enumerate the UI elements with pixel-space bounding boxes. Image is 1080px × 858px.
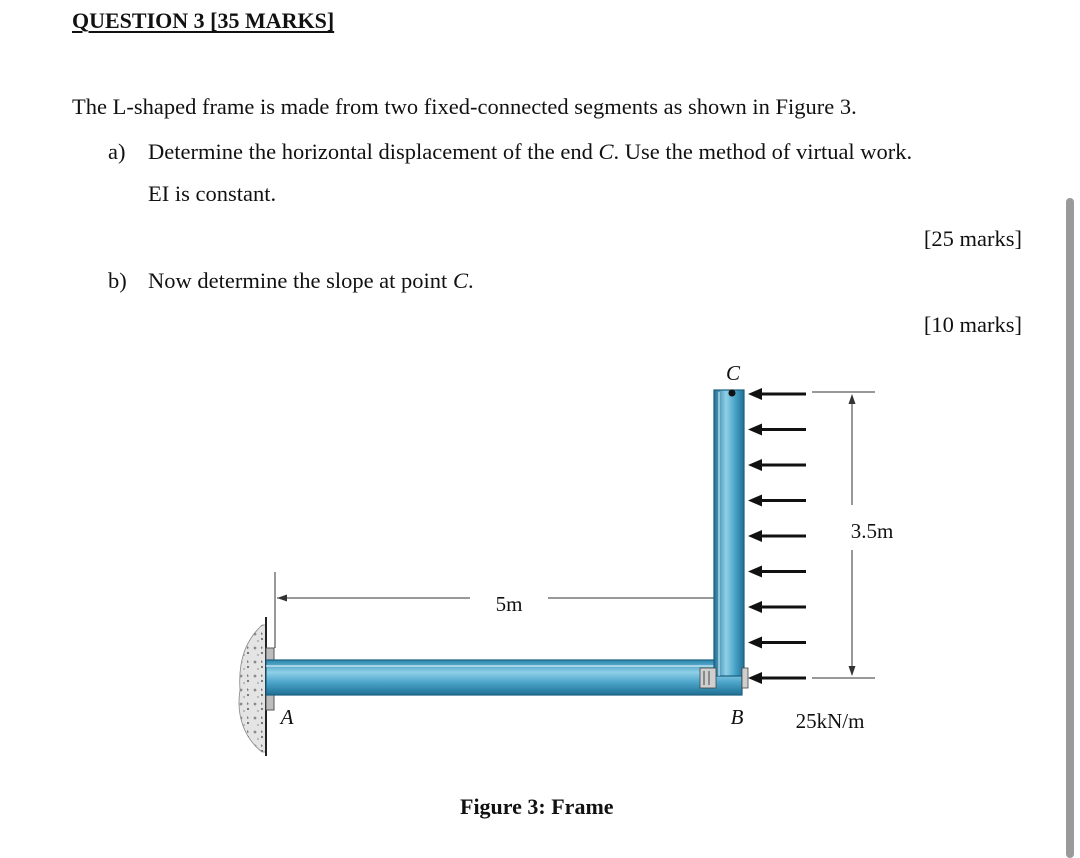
load-arrow: [748, 459, 806, 471]
point-c-marker: [729, 390, 736, 397]
load-label: 25kN/m: [795, 709, 865, 733]
part-a-text-line2: EI is constant.: [148, 181, 277, 206]
part-b-label: b): [108, 268, 127, 293]
figure-caption: Figure 3: Frame: [460, 794, 614, 819]
part-b-text-pre: Now determine the slope at point: [148, 268, 453, 293]
load-arrow: [748, 601, 806, 613]
load-arrow: [748, 637, 806, 649]
load-arrow: [748, 530, 806, 542]
load-arrow: [748, 388, 806, 400]
part-a-text-pre: Determine the horizontal displacement of the end: [148, 139, 599, 164]
part-a-text-post: . Use the method of virtual work.: [613, 139, 913, 164]
dim-5m-label: 5m: [495, 592, 523, 616]
vertical-member: [714, 390, 744, 676]
part-b-point: C: [452, 268, 468, 293]
label-c: C: [725, 361, 741, 385]
distributed-load: [748, 388, 806, 684]
vertical-scrollbar[interactable]: [1066, 198, 1074, 858]
load-arrow: [748, 495, 806, 507]
part-a-marks: [25 marks]: [923, 226, 1022, 251]
part-a-label: a): [108, 139, 126, 164]
question-intro: The L-shaped frame is made from two fixed-connected segments as shown in Figure 3.: [72, 94, 857, 119]
question-title: QUESTION 3 [35 MARKS]: [72, 8, 335, 33]
part-a-point: C: [598, 139, 614, 164]
load-arrow: [748, 672, 806, 684]
label-a: A: [280, 705, 294, 729]
horizontal-member: [266, 660, 742, 695]
label-b: B: [730, 705, 744, 729]
part-b-marks: [10 marks]: [923, 312, 1022, 337]
load-arrow: [748, 566, 806, 578]
load-arrow: [748, 424, 806, 436]
dim-3-5m-label: 3.5m: [850, 519, 894, 543]
part-b-text-post: .: [467, 268, 474, 293]
